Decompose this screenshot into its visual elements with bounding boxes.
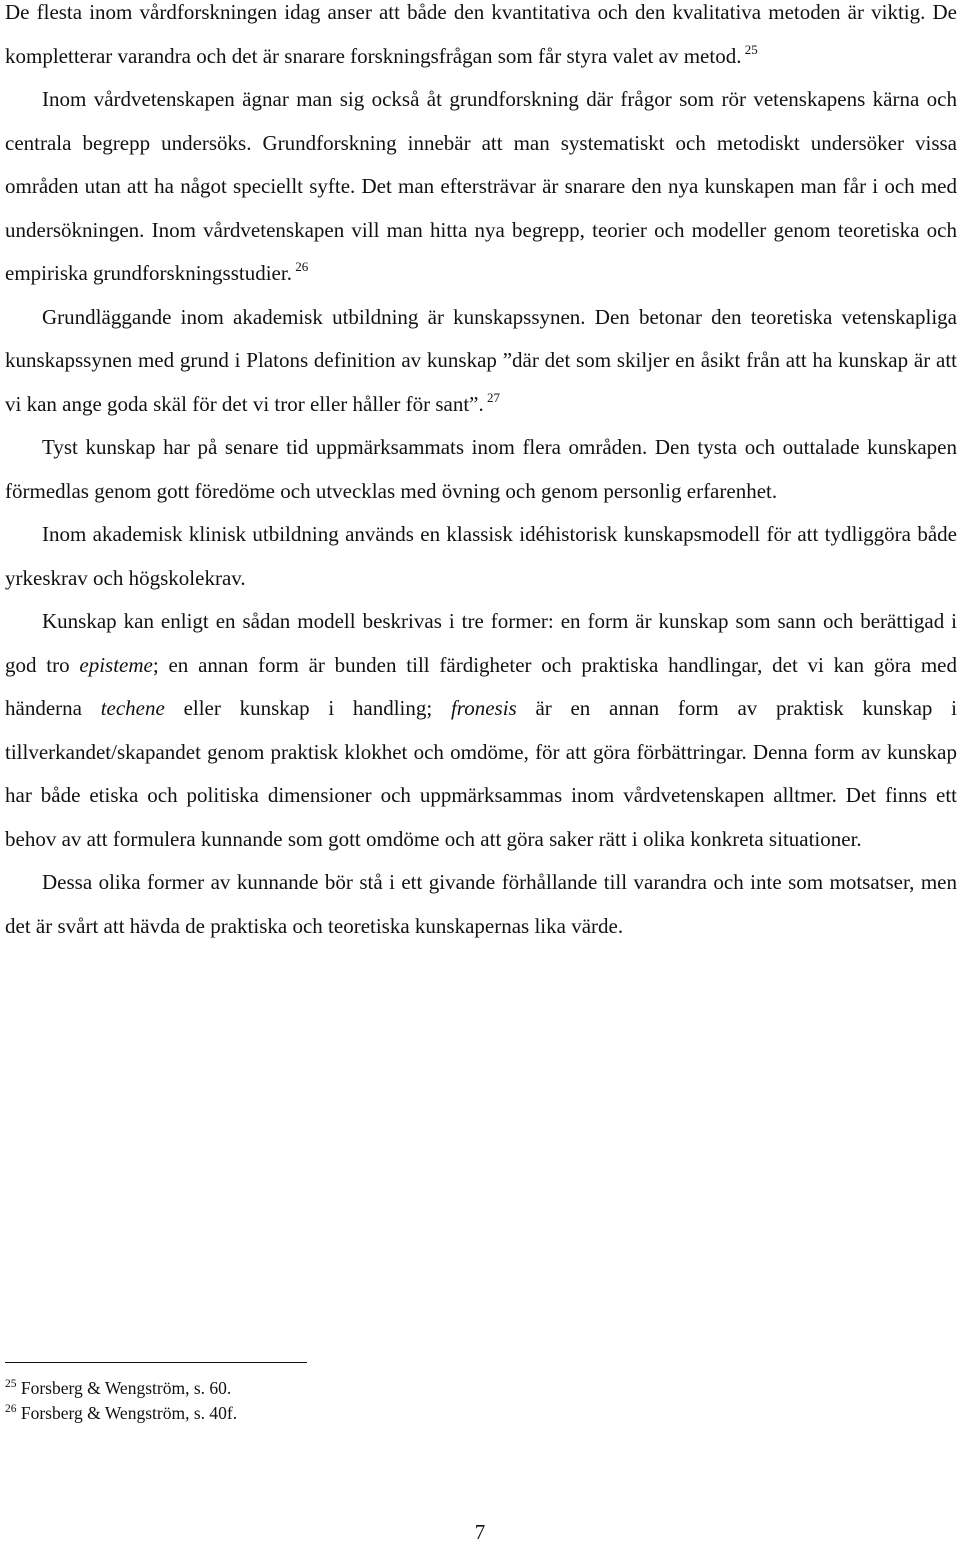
paragraph-text: eller kunskap i handling; [164, 696, 451, 720]
paragraph-basic-research [5, 78, 957, 296]
footnote-26 [5, 1401, 237, 1426]
paragraph-conclusion [5, 861, 957, 948]
paragraph-tacit-knowledge [5, 426, 957, 513]
term-fronesis: fronesis [450, 696, 517, 720]
body-text [5, 0, 957, 948]
paragraph-text: Inom vårdvetenskapen ägnar man sig också åt grundforskning där frågor som rör vetenskapens kärna och centrala begrepp undersöks. Grundforskning innebär att man systematiskt och metodiskt undersöker vissa områden utan att ha något speciellt syfte. Det man eftersträvar är snarare den nya kunskapen man får i och med undersökningen. Inom vårdvetenskapen vill man hitta nya begrepp, teorier och modeller genom teoretiska och empiriska grundforskningsstudier. [5, 87, 957, 285]
paragraph-text: är en annan form av praktisk kunskap i tillverkandet/skapandet genom praktisk klokhet och omdöme, för att göra förbättringar. Denna form av kunskap har både etiska och politiska dimensioner och uppmärksammas inom vårdvetenskapen alltmer. Det finns ett behov av att formulera kunnande som gott omdöme och att göra saker rätt i olika konkreta situationer. [5, 696, 957, 851]
paragraph-knowledge-model [5, 513, 957, 600]
footnote-number: 26 [5, 1402, 17, 1415]
paragraph-text: De flesta inom vårdforskningen idag anser att både den kvantitativa och den kvalitativa metoden är viktig. De kompletterar varandra och det är snarare forskningsfrågan som får styra valet av metod. [5, 0, 957, 68]
paragraph-three-forms [5, 600, 957, 861]
footnote-text: Forsberg & Wengström, s. 40f. [16, 1402, 238, 1423]
footnote-ref-25: 25 [741, 41, 758, 57]
paragraph-method-views [5, 0, 957, 78]
paragraph-text: Dessa olika former av kunnande bör stå i ett givande förhållande till varandra och inte som motsatser, men det är svårt att hävda de praktiska och teoretiska kunskapernas lika värde. [5, 870, 957, 938]
footnote-ref-27: 27 [483, 389, 500, 405]
footnote-number: 25 [5, 1378, 17, 1390]
paragraph-text: Kunskap kan enligt en sådan modell beskrivas i tre former: en form är kunskap som sann och berättigad i god tro [5, 609, 957, 677]
footnote-ref-26: 26 [291, 259, 309, 274]
paragraph-text: Inom akademisk klinisk utbildning används en klassisk idéhistorisk kunskapsmodell för att tydliggöra både yrkeskrav och högskolekrav. [5, 522, 957, 590]
footnote-25 [5, 1376, 237, 1401]
paragraph-knowledge-view [5, 296, 957, 427]
footnote-divider [5, 1362, 307, 1363]
paragraph-text: Grundläggande inom akademisk utbildning är kunskapssynen. Den betonar den teoretiska vetenskapliga kunskapssynen med grund i Platons definition av kunskap ”där det som skiljer en åsikt från att ha kunskap är att vi kan ange goda skäl för det vi tror eller håller för sant”. [5, 304, 957, 416]
footnote-text: Forsberg & Wengström, s. 60. [16, 1378, 232, 1398]
term-techene: techene [100, 696, 165, 720]
term-episteme: episteme [79, 652, 153, 677]
paragraph-text: Tyst kunskap har på senare tid uppmärksammats inom flera områden. Den tysta och outtalade kunskapen förmedlas genom gott föredöme och utvecklas med övning och genom personlig erfarenhet. [5, 435, 957, 503]
page-number: 7 [474, 1520, 486, 1544]
paragraph-text: ; en annan form är bunden till färdigheter och praktiska handlingar, det vi kan göra med händerna [5, 652, 958, 720]
footnotes [5, 1376, 237, 1425]
